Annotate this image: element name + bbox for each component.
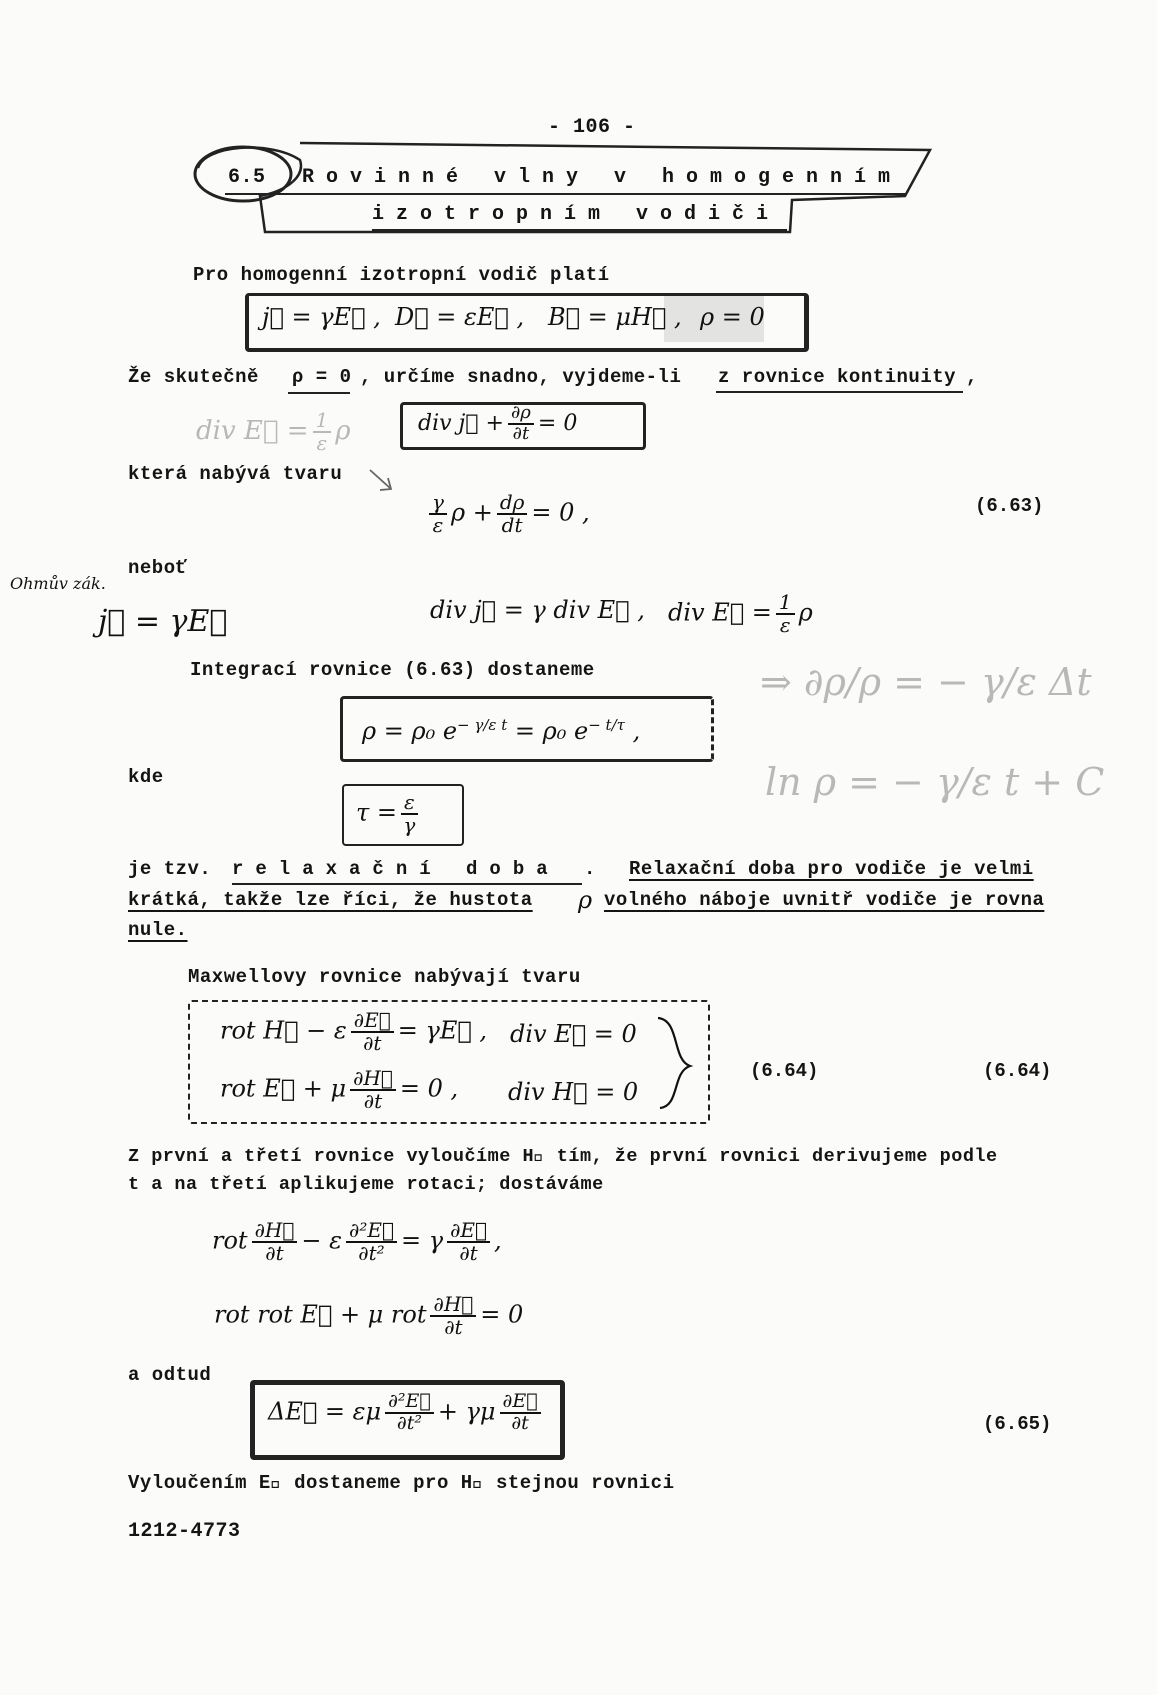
margin-div-e-frac <box>313 410 332 454</box>
relax-line3: nule. <box>128 919 188 941</box>
eq-663-num1: γ <box>429 492 447 515</box>
eq-663-frac2 <box>497 492 528 536</box>
rot-r1-frac2 <box>346 1220 397 1264</box>
max-r1b: = γE⃗ , <box>397 1016 487 1045</box>
eq-div-den: ε <box>779 613 791 637</box>
tau-num: ε <box>401 792 418 815</box>
tau-den: γ <box>403 813 416 837</box>
solution-b: = ρ₀ e <box>514 717 589 745</box>
eq-665-frac1 <box>385 1392 434 1434</box>
pencil-note-2: ln ρ = − γ/ε t + C <box>765 760 1105 804</box>
solution-a: ρ = ρ₀ e <box>362 717 458 745</box>
eq-665 <box>268 1392 545 1434</box>
margin-div-e-lhs: div E⃗ = <box>196 416 309 446</box>
eq-div-num: 1 <box>776 592 795 615</box>
eq-b: B⃗ = μH⃗ , <box>548 303 682 331</box>
odtud-text: a odtud <box>128 1364 212 1386</box>
tau-lhs: τ = <box>356 798 398 827</box>
rot-r1-den1: ∂t <box>265 1241 284 1265</box>
eq-663-num2: dρ <box>497 492 528 515</box>
eq-div-b-wrap <box>668 592 813 636</box>
eq-664-label: (6.64) <box>983 1060 1052 1082</box>
eq-rho-zero: ρ = 0 <box>700 303 765 331</box>
eq-663-rhs: = 0 , <box>531 498 590 527</box>
rot-r1-den2: ∂t² <box>358 1241 385 1265</box>
eq-j: j⃗ = γE⃗ , <box>262 303 381 331</box>
margin-div-e-num: 1 <box>313 410 332 433</box>
rho-underline <box>288 392 350 394</box>
eq-665-den2: ∂t <box>511 1411 529 1434</box>
solution-exp1: − γ/ε t <box>457 716 508 734</box>
footer-code: 1212-4773 <box>128 1520 241 1543</box>
eq-663-den2: dt <box>501 513 523 537</box>
rot-r1b: − ε <box>301 1226 342 1255</box>
rot-row2 <box>214 1294 523 1338</box>
relax-rho: ρ <box>578 886 593 914</box>
rot-r1c: = γ <box>400 1226 444 1255</box>
elim-line2: t a na třetí aplikujeme rotaci; dostáváme <box>128 1174 604 1195</box>
eq-665-lhs: ΔE⃗ = εμ <box>268 1397 382 1426</box>
rot-r2-num: ∂H⃗ <box>430 1294 476 1317</box>
max-r1c: div E⃗ = 0 <box>510 1020 637 1048</box>
max-r2a: rot E⃗ + μ <box>220 1074 347 1103</box>
kde-text: kde <box>128 766 164 788</box>
eq-664-label-inner: (6.64) <box>750 1060 819 1082</box>
eq-663-den1: ε <box>432 513 444 537</box>
rot-r1-frac1 <box>252 1220 298 1264</box>
eq-div-frac <box>776 592 795 636</box>
max-r1-frac <box>351 1010 394 1054</box>
eq-div-rho: ρ <box>798 598 813 627</box>
max-r1-den: ∂t <box>363 1031 382 1055</box>
rot-row1 <box>212 1220 502 1264</box>
margin-div-e-den: ε <box>316 431 328 455</box>
eq-663-frac1 <box>429 492 447 536</box>
eq-div-a: div j⃗ = γ div E⃗ , <box>430 596 645 624</box>
eq-d: D⃗ = εE⃗ , <box>395 303 525 331</box>
solution-exp2: − t/τ <box>588 716 625 734</box>
ktera-text: která nabývá tvaru <box>128 463 343 485</box>
continuity-num: ∂ρ <box>508 404 534 425</box>
skutecne-end: , <box>966 366 978 388</box>
max-r1a: rot H⃗ − ε <box>220 1016 347 1045</box>
skutecne-a: Že skutečně <box>128 366 259 388</box>
section-title-line1: Rovinné vlny v homogenním <box>302 166 903 189</box>
eq-663 <box>425 492 590 536</box>
continuity-rhs: = 0 <box>537 410 578 436</box>
elim-line1: Z první a třetí rovnice vyloučíme H⃗ tím, že první rovnici derivujeme podle <box>128 1146 998 1167</box>
rot-r1d: , <box>494 1226 502 1255</box>
eq-665-mid: + γμ <box>437 1397 496 1426</box>
relax-line2: krátká, takže lze říci, že hustota <box>128 889 533 911</box>
rot-r2b: = 0 <box>480 1300 524 1329</box>
relax-c: Relaxační doba pro vodiče je velmi <box>629 858 1034 880</box>
max-r2-num: ∂H⃗ <box>350 1068 396 1091</box>
max-r2c: div H⃗ = 0 <box>508 1078 639 1106</box>
section-underline-1 <box>225 193 905 195</box>
relax-term: relaxační doba <box>232 858 560 880</box>
rot-r1-num3: ∂E⃗ <box>447 1220 490 1243</box>
margin-ohm-eq: j⃗ = γE⃗ <box>98 604 228 639</box>
nebot-text: neboť <box>128 557 188 579</box>
relax-a: je tzv. <box>128 858 212 880</box>
integraci-text: Integrací rovnice (6.63) dostaneme <box>190 659 595 681</box>
rot-r1a: rot <box>212 1226 248 1255</box>
margin-ohm-label: Ohmův zák. <box>10 574 106 593</box>
section-underline-2 <box>372 229 787 231</box>
skutecne-c: z rovnice kontinuity <box>718 366 957 388</box>
skutecne-b: , určíme snadno, vyjdeme-li <box>360 366 682 388</box>
rot-r2a: rot rot E⃗ + μ rot <box>214 1300 427 1329</box>
max-r2-frac <box>350 1068 396 1112</box>
eq-solution <box>362 716 640 745</box>
relax-b: . <box>584 858 596 880</box>
eq-663-label: (6.63) <box>975 495 1044 517</box>
relax-line2b: volného náboje uvnitř vodiče je rovna <box>604 889 1045 911</box>
pencil-note-1: ⇒ ∂ρ/ρ = − γ/ε Δt <box>760 660 1092 704</box>
margin-div-e <box>196 410 351 454</box>
continuity-lhs: div j⃗ + <box>418 410 504 436</box>
skutecne-rho: ρ = 0 <box>292 366 352 388</box>
eq-665-frac2 <box>500 1392 541 1434</box>
eq-665-den1: ∂t² <box>396 1411 422 1434</box>
solution-end: , <box>632 717 641 745</box>
rot-r1-num1: ∂H⃗ <box>252 1220 298 1243</box>
margin-div-e-rho: ρ <box>335 416 351 446</box>
intro-text: Pro homogenní izotropní vodič platí <box>193 264 610 286</box>
kontinuity-underline <box>716 391 963 393</box>
eq-665-num1: ∂²E⃗ <box>385 1392 434 1414</box>
section-number: 6.5 <box>228 166 266 189</box>
max-r2b: = 0 , <box>399 1074 459 1103</box>
continuity-den: ∂t <box>512 422 530 444</box>
section-title-line2: izotropním vodiči <box>372 203 781 226</box>
rot-r2-frac <box>430 1294 476 1338</box>
vyloucenim-text: Vyloučením E⃗ dostaneme pro H⃗ stejnou rovnici <box>128 1472 675 1494</box>
relax-term-underline <box>232 883 582 885</box>
maxwell-text: Maxwellovy rovnice nabývají tvaru <box>188 966 581 988</box>
rot-r2-den: ∂t <box>444 1315 463 1339</box>
eq-tau <box>356 792 422 836</box>
page-number: - 106 - <box>548 116 636 139</box>
maxwell-row1 <box>220 1010 487 1054</box>
max-r1-num: ∂E⃗ <box>351 1010 394 1033</box>
eq-div-b: div E⃗ = <box>668 598 772 627</box>
tau-frac <box>401 792 418 836</box>
continuity-eq <box>418 404 577 444</box>
eq-665-label: (6.65) <box>983 1413 1052 1435</box>
rot-r1-den3: ∂t <box>459 1241 478 1265</box>
eq-665-num2: ∂E⃗ <box>500 1392 541 1414</box>
eq-663-rho: ρ + <box>450 498 493 527</box>
max-r2-den: ∂t <box>363 1089 383 1113</box>
rot-r1-frac3 <box>447 1220 490 1264</box>
rot-r1-num2: ∂²E⃗ <box>346 1220 397 1243</box>
continuity-frac <box>508 404 534 444</box>
maxwell-row2 <box>220 1068 458 1112</box>
